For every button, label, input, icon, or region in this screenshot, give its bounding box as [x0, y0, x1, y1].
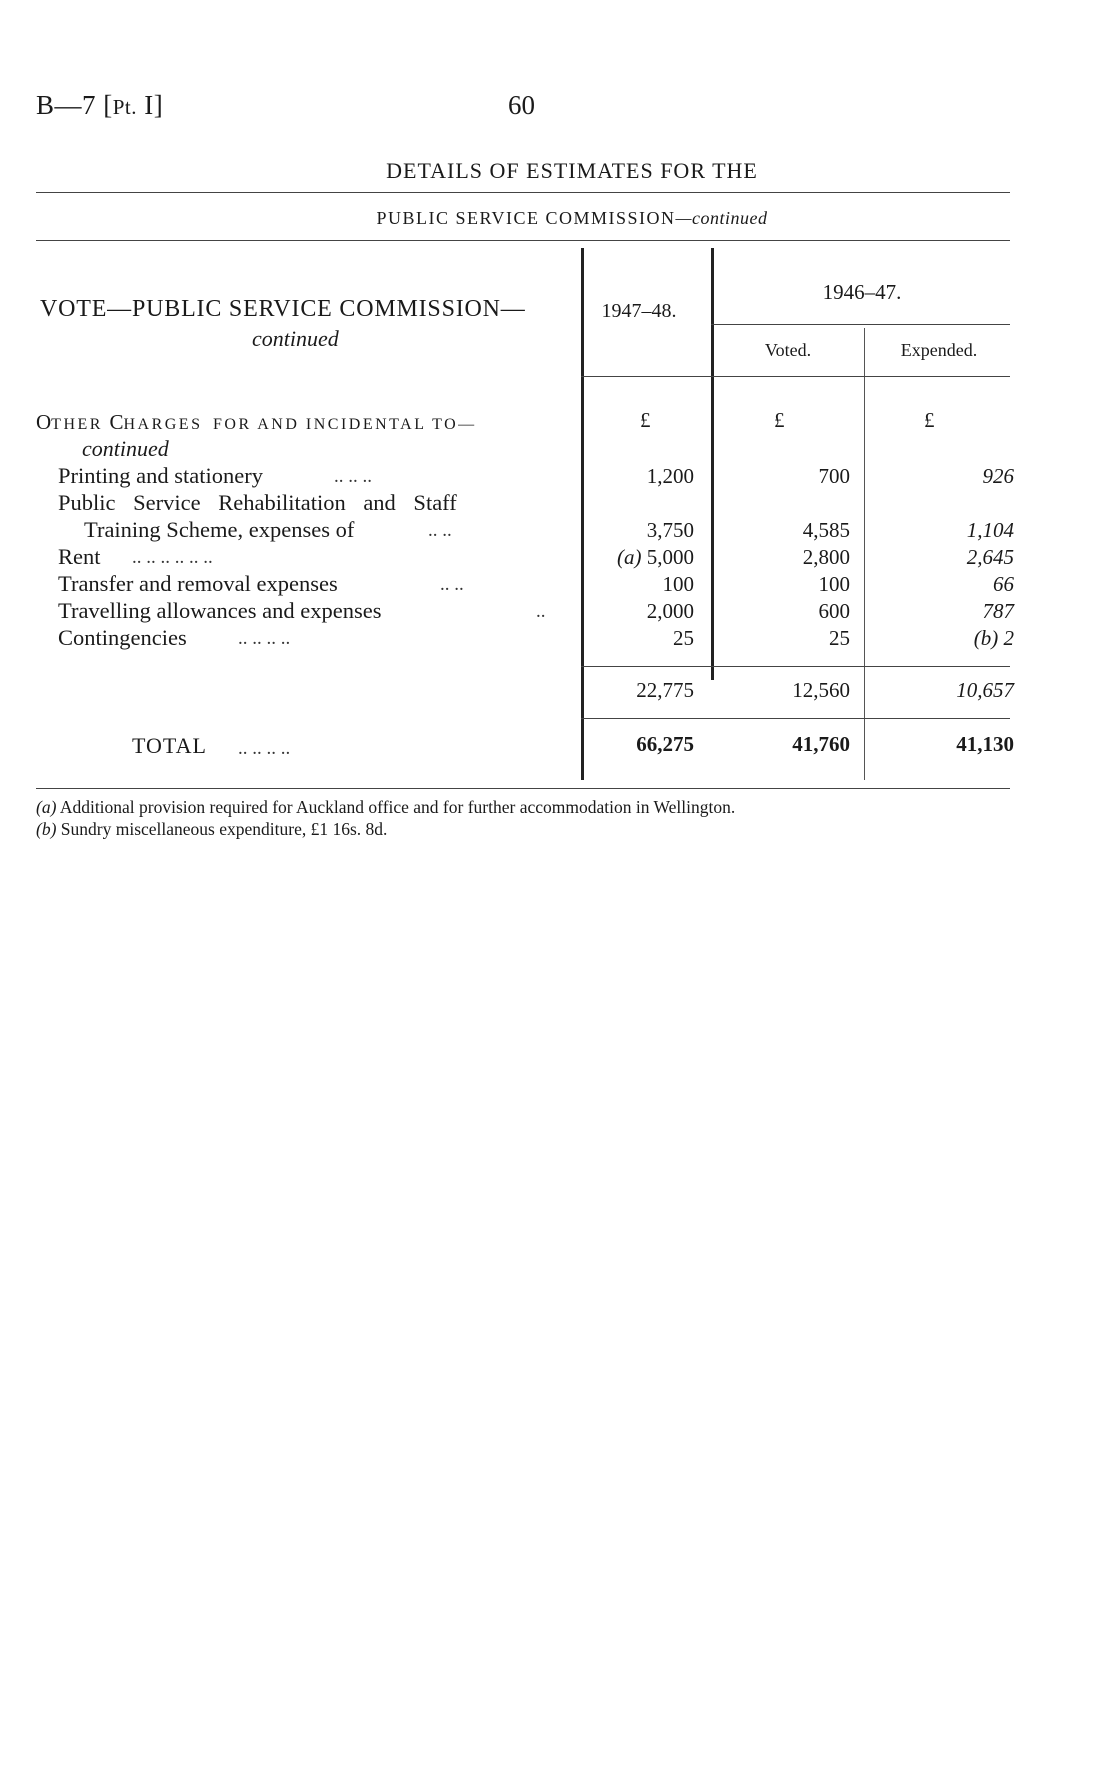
column-rule-2	[711, 248, 714, 680]
column-header-expended: Expended.	[900, 340, 978, 360]
section-heading-continued: continued	[82, 436, 169, 461]
vote-heading: VOTE—PUBLIC SERVICE COMMISSION—	[40, 296, 526, 322]
subtotal-estimate: 22,775	[636, 678, 694, 702]
expended-value: (b) 2	[973, 626, 1014, 650]
expended-value: 926	[982, 464, 1014, 488]
page-title: DETAILS OF ESTIMATES FOR THE	[386, 158, 758, 183]
row-label: Printing and stationery	[58, 463, 263, 488]
expended-value: 2,645	[966, 545, 1014, 569]
footnote-ref-a: (a)	[617, 545, 642, 569]
row-label: Public Service Rehabilitation and Staff	[58, 490, 457, 515]
expended-value: 787	[982, 599, 1014, 623]
column-rule-3	[864, 328, 865, 780]
rule-under-title	[36, 192, 1010, 193]
column-header-1947-48: 1947–48.	[601, 300, 677, 322]
estimate-value: 25	[673, 626, 694, 650]
expended-value: 66	[993, 572, 1014, 596]
row-label: Travelling allowances and expenses	[58, 598, 382, 623]
footnote-a: (a) Additional provision required for Auckland office and for further accommodation in Wellington.	[36, 797, 736, 817]
column-header-1946-47: 1946–47.	[822, 280, 902, 304]
subtotal-expended: 10,657	[956, 678, 1014, 702]
rule-under-header	[581, 376, 1010, 377]
voted-value: 700	[818, 464, 850, 488]
voted-value: 25	[829, 626, 850, 650]
total-voted: 41,760	[792, 732, 850, 756]
vote-heading-continued: continued	[252, 326, 339, 351]
voted-value: 100	[818, 572, 850, 596]
voted-value: 600	[818, 599, 850, 623]
page-reference: B—7 [Pt. I]	[36, 90, 164, 120]
estimate-value: 100	[662, 572, 694, 596]
page-number: 60	[508, 90, 535, 120]
row-label: Contingencies	[58, 625, 187, 650]
rule-under-subtitle	[36, 240, 1010, 241]
section-heading: OTHER CHARGES FOR AND INCIDENTAL TO—	[36, 410, 477, 434]
estimate-value: 3,750	[646, 518, 694, 542]
rule-under-year	[711, 324, 1010, 325]
rule-above-total	[581, 718, 1010, 719]
footnote-b: (b) Sundry miscellaneous expenditure, £1 16s. 8d.	[36, 819, 388, 839]
leader-dots: .. .. ..	[334, 466, 372, 487]
rule-above-footnotes	[36, 788, 1010, 789]
currency-symbol-estimate: £	[640, 408, 651, 432]
leader-dots: .. ..	[428, 520, 452, 541]
estimate-value: (a) 5,000	[617, 545, 694, 569]
page-subtitle: PUBLIC SERVICE COMMISSION—continued	[376, 208, 768, 228]
leader-dots: .. ..	[440, 574, 464, 595]
row-label: Training Scheme, expenses of	[84, 517, 355, 542]
footnote-ref-b: (b)	[973, 626, 999, 650]
currency-symbol-voted: £	[774, 408, 785, 432]
subtotal-voted: 12,560	[792, 678, 850, 702]
row-label: Transfer and removal expenses	[58, 571, 338, 596]
expended-value: 1,104	[966, 518, 1014, 542]
leader-dots: .. .. .. ..	[238, 628, 291, 649]
column-rule-1	[581, 248, 584, 780]
rule-above-subtotal	[581, 666, 1010, 667]
column-header-voted: Voted.	[764, 340, 812, 360]
voted-value: 4,585	[802, 518, 850, 542]
voted-value: 2,800	[802, 545, 850, 569]
total-estimate: 66,275	[636, 732, 694, 756]
row-label: Rent	[58, 544, 101, 569]
leader-dots: .. .. .. .. .. ..	[132, 547, 213, 568]
estimate-value: 2,000	[646, 599, 694, 623]
leader-dots: .. .. .. ..	[238, 738, 291, 759]
total-expended: 41,130	[956, 732, 1014, 756]
leader-dots: ..	[536, 601, 546, 622]
estimate-value: 1,200	[646, 464, 694, 488]
currency-symbol-expended: £	[924, 408, 935, 432]
total-label: TOTAL	[132, 733, 207, 758]
